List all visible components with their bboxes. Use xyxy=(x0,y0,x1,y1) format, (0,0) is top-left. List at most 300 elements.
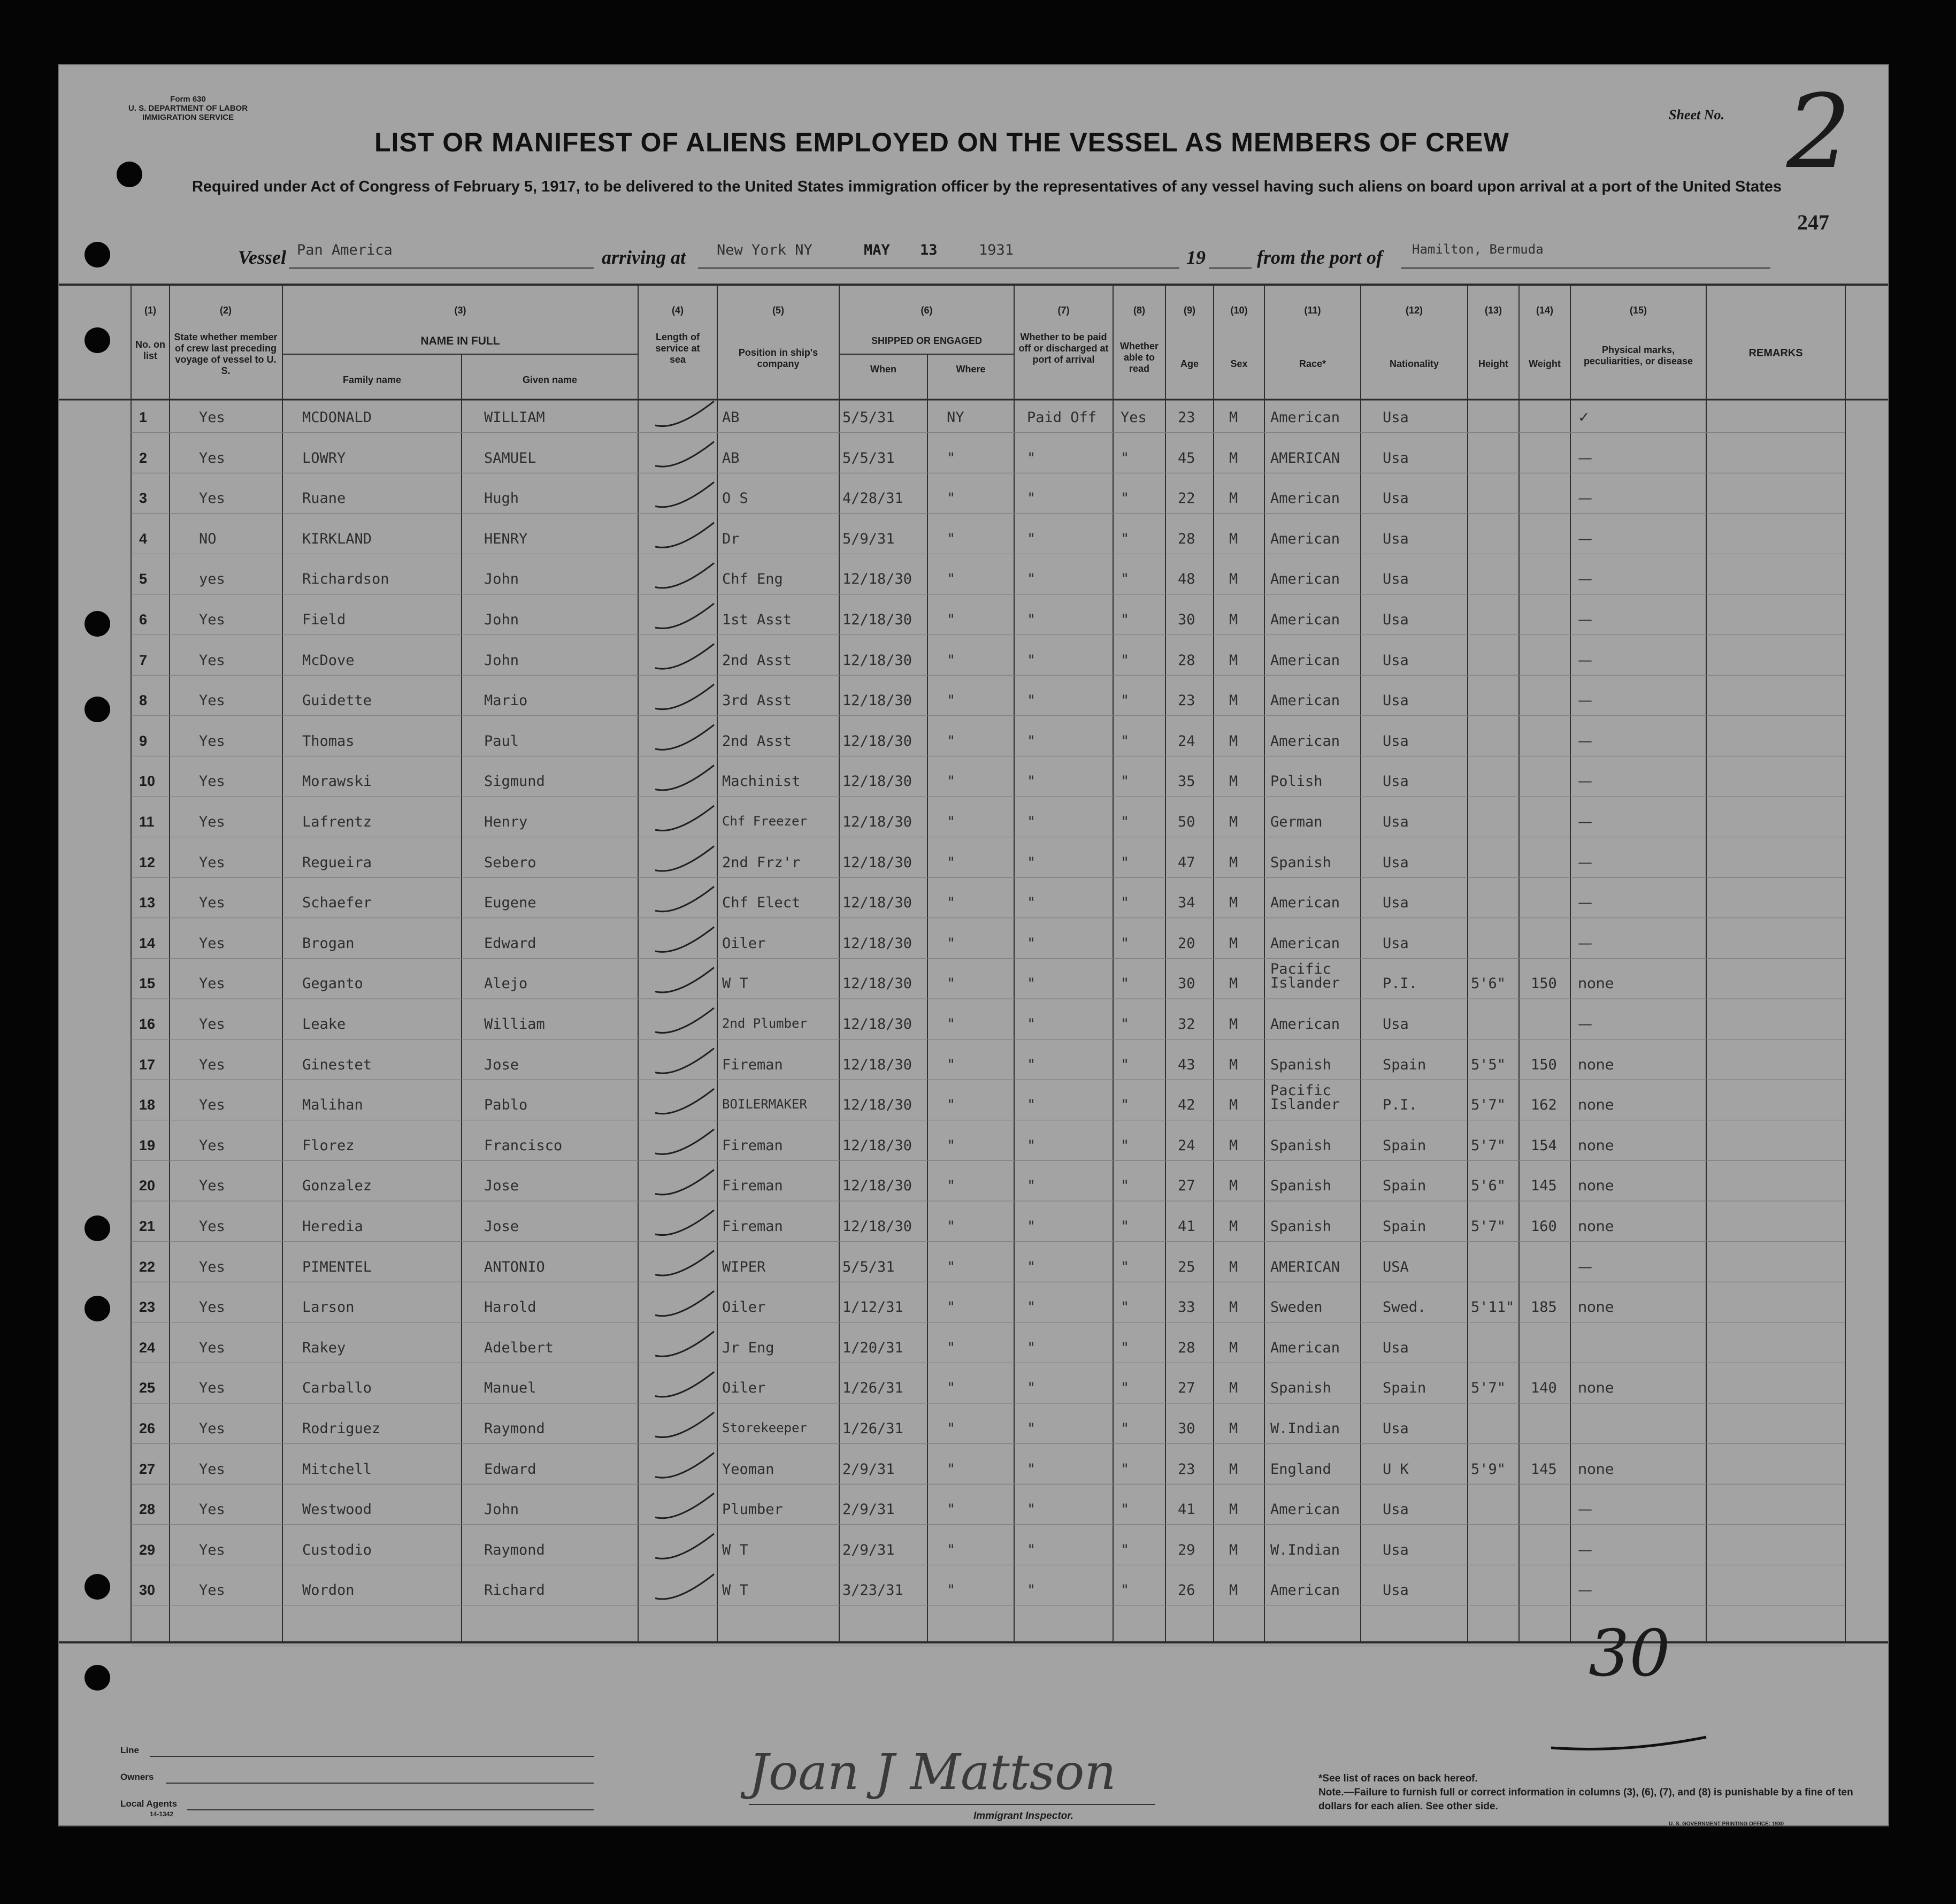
age: 24 xyxy=(1178,1137,1195,1154)
nationality: P.I. xyxy=(1383,1097,1418,1114)
footer-agents-label: Local Agents xyxy=(120,1799,178,1809)
age: 35 xyxy=(1178,773,1195,790)
row-number: 6 xyxy=(139,611,148,628)
paid-off: " xyxy=(1027,449,1036,467)
service-check-stroke xyxy=(655,1493,714,1518)
age: 48 xyxy=(1178,571,1195,588)
prev-voyage: Yes xyxy=(199,490,225,507)
physical-marks: none xyxy=(1578,975,1614,992)
race: England xyxy=(1270,1461,1331,1478)
position: 3rd Asst xyxy=(722,692,792,709)
shipped-when: 12/18/30 xyxy=(842,611,912,628)
shipped-when: 12/18/30 xyxy=(842,1097,912,1114)
shipped-when: 12/18/30 xyxy=(842,692,912,709)
weight: 185 xyxy=(1531,1299,1557,1316)
shipped-where: " xyxy=(947,571,956,588)
header-col9-num: (9) xyxy=(1184,305,1195,316)
header-col4-num: (4) xyxy=(672,305,684,316)
race: W.Indian xyxy=(1270,1541,1340,1558)
age: 23 xyxy=(1178,692,1195,709)
prev-voyage: Yes xyxy=(199,1541,225,1558)
shipped-where: " xyxy=(947,1016,956,1033)
nationality: Usa xyxy=(1383,814,1409,830)
race: American xyxy=(1270,894,1340,912)
prev-voyage: Yes xyxy=(199,1461,225,1478)
physical-marks: none xyxy=(1578,1056,1614,1073)
sex: M xyxy=(1229,1541,1238,1558)
sex: M xyxy=(1229,1582,1238,1599)
vessel-name: Pan America xyxy=(297,242,393,258)
able-to-read: " xyxy=(1121,1299,1130,1316)
sex: M xyxy=(1229,1380,1238,1397)
given-name: Paul xyxy=(484,732,519,750)
header-col6: SHIPPED OR ENGAGED xyxy=(871,335,983,346)
row-number: 16 xyxy=(139,1016,156,1032)
age: 28 xyxy=(1178,652,1195,669)
age: 41 xyxy=(1178,1501,1195,1518)
position: Chf Eng xyxy=(722,571,783,588)
sex: M xyxy=(1229,894,1238,912)
nationality: Spain xyxy=(1383,1218,1426,1235)
physical-marks: none xyxy=(1578,1177,1614,1195)
header-col7: Whether to be paid off or discharged at port of arrival xyxy=(1018,332,1109,365)
paid-off: " xyxy=(1027,732,1036,750)
able-to-read: " xyxy=(1121,732,1130,750)
shipped-when: 12/18/30 xyxy=(842,894,912,912)
age: 30 xyxy=(1178,611,1195,628)
given-name: William xyxy=(484,1016,545,1033)
prev-voyage: Yes xyxy=(199,732,225,750)
physical-marks: — xyxy=(1578,773,1592,790)
prev-voyage: Yes xyxy=(199,692,225,709)
row-number: 12 xyxy=(139,854,156,870)
able-to-read: " xyxy=(1121,1339,1130,1356)
able-to-read: " xyxy=(1121,490,1130,507)
able-to-read: " xyxy=(1121,1218,1130,1235)
family-name: Florez xyxy=(302,1137,355,1154)
header-col1: No. on list xyxy=(135,339,165,361)
given-name: John xyxy=(484,652,519,669)
race: AMERICAN xyxy=(1270,449,1340,467)
physical-marks: — xyxy=(1578,935,1592,952)
position: AB xyxy=(722,449,740,467)
paid-off: " xyxy=(1027,1016,1036,1033)
paid-off: " xyxy=(1027,1299,1036,1316)
sex: M xyxy=(1229,854,1238,871)
prev-voyage: Yes xyxy=(199,1501,225,1518)
vessel-label: Vessel xyxy=(238,247,286,268)
service-check-stroke xyxy=(655,1008,714,1033)
age: 22 xyxy=(1178,490,1195,507)
nationality: Spain xyxy=(1383,1137,1426,1154)
family-name: Brogan xyxy=(302,935,355,952)
paid-off: " xyxy=(1027,1582,1036,1599)
given-name: Henry xyxy=(484,814,528,830)
shipped-when: 2/9/31 xyxy=(842,1541,895,1558)
physical-marks: — xyxy=(1578,1582,1592,1599)
shipped-when: 3/23/31 xyxy=(842,1582,903,1599)
footer-note-star: *See list of races on back hereof. xyxy=(1318,1773,1478,1784)
age: 50 xyxy=(1178,814,1195,830)
race: Spanish xyxy=(1270,1177,1331,1195)
footer-note: Note.—Failure to furnish full or correct information in columns (3), (6), (7), and (8) is punishable by a fine of ten dollars for each alien. See other side. xyxy=(1318,1787,1853,1812)
shipped-when: 1/26/31 xyxy=(842,1380,903,1397)
given-name: Sebero xyxy=(484,854,536,871)
age: 47 xyxy=(1178,854,1195,871)
service-check-stroke xyxy=(655,684,714,709)
paid-off: " xyxy=(1027,1461,1036,1478)
shipped-when: 12/18/30 xyxy=(842,935,912,952)
shipped-where: " xyxy=(947,1380,956,1397)
race: American xyxy=(1270,571,1340,588)
weight: 160 xyxy=(1531,1218,1557,1235)
physical-marks: none xyxy=(1578,1097,1614,1114)
family-name: Regueira xyxy=(302,854,372,871)
service-check-stroke xyxy=(655,806,714,831)
prev-voyage: Yes xyxy=(199,449,225,467)
family-name: Custodio xyxy=(302,1541,372,1558)
nationality: Swed. xyxy=(1383,1299,1426,1316)
family-name: Richardson xyxy=(302,571,389,588)
row-number: 4 xyxy=(139,530,148,547)
physical-marks: — xyxy=(1578,692,1592,709)
prev-voyage: Yes xyxy=(199,975,225,992)
service-check-stroke xyxy=(655,927,714,952)
service-check-stroke xyxy=(655,1372,714,1397)
given-name: Mario xyxy=(484,692,528,709)
physical-marks: none xyxy=(1578,1137,1614,1154)
able-to-read: " xyxy=(1121,449,1130,467)
shipped-where: " xyxy=(947,1541,956,1558)
physical-marks: none xyxy=(1578,1299,1614,1316)
physical-marks: — xyxy=(1578,1541,1592,1558)
shipped-where: " xyxy=(947,652,956,669)
footer-owners-underline xyxy=(166,1783,594,1784)
paid-off: " xyxy=(1027,1339,1036,1356)
row-number: 7 xyxy=(139,652,148,668)
family-name: Carballo xyxy=(302,1380,372,1397)
service-check-stroke xyxy=(655,886,714,912)
position: Fireman xyxy=(722,1056,783,1073)
service-check-stroke xyxy=(655,644,714,669)
family-name: Malihan xyxy=(302,1097,363,1114)
header-col3-num: (3) xyxy=(454,305,466,316)
row-number: 8 xyxy=(139,692,148,709)
given-name: Alejo xyxy=(484,975,528,992)
inspector-label: Immigrant Inspector. xyxy=(973,1810,1073,1822)
paid-off: " xyxy=(1027,652,1036,669)
sex: M xyxy=(1229,1339,1238,1356)
paid-off: " xyxy=(1027,935,1036,952)
paid-off: " xyxy=(1027,530,1036,547)
sex: M xyxy=(1229,773,1238,790)
shipped-when: 1/12/31 xyxy=(842,1299,903,1316)
paid-off: " xyxy=(1027,490,1036,507)
nationality: Usa xyxy=(1383,611,1409,628)
position: Storekeeper xyxy=(722,1420,807,1435)
shipped-when: 5/5/31 xyxy=(842,1258,895,1275)
header-col3b: Given name xyxy=(522,374,578,385)
family-name: Lafrentz xyxy=(302,814,372,830)
position: Dr xyxy=(722,530,740,547)
shipped-where: " xyxy=(947,1097,956,1114)
shipped-where: " xyxy=(947,894,956,912)
paid-off: " xyxy=(1027,1097,1036,1114)
service-check-stroke xyxy=(655,401,714,426)
arriving-port: New York NY xyxy=(717,242,812,258)
paid-off: " xyxy=(1027,814,1036,830)
port-label: from the port of xyxy=(1257,247,1383,268)
service-check-stroke xyxy=(655,603,714,629)
race: Pacific Islander xyxy=(1270,961,1340,992)
able-to-read: " xyxy=(1121,1420,1130,1437)
signature-underline xyxy=(749,1804,1155,1805)
header-col11: Race* xyxy=(1299,358,1326,369)
sex: M xyxy=(1229,409,1238,426)
prev-voyage: Yes xyxy=(199,894,225,912)
page-subtitle: Required under Act of Congress of February 5, 1917, to be delivered to the United States immigration officer by the representatives of any vessel having such aliens on board upon arrival at a port of the United States xyxy=(191,178,1782,195)
given-name: Adelbert xyxy=(484,1339,554,1356)
row-number: 3 xyxy=(139,490,148,507)
shipped-where: " xyxy=(947,1177,956,1195)
physical-marks: none xyxy=(1578,1380,1614,1397)
paid-off: " xyxy=(1027,1380,1036,1397)
row-number: 30 xyxy=(139,1582,156,1599)
physical-marks: — xyxy=(1578,449,1592,467)
header-col11-num: (11) xyxy=(1304,305,1321,316)
shipped-where: " xyxy=(947,611,956,628)
prev-voyage: Yes xyxy=(199,1582,225,1599)
shipped-when: 12/18/30 xyxy=(842,1016,912,1033)
arrival-month: MAY xyxy=(864,242,890,258)
paid-off: " xyxy=(1027,611,1036,628)
row-number: 28 xyxy=(139,1501,156,1518)
shipped-where: " xyxy=(947,1056,956,1073)
age: 42 xyxy=(1178,1097,1195,1114)
sheet-number: 2 xyxy=(1786,73,1851,191)
given-name: Manuel xyxy=(484,1380,536,1397)
row-number: 15 xyxy=(139,975,156,992)
nationality: Usa xyxy=(1383,449,1409,467)
race: Spanish xyxy=(1270,1218,1331,1235)
position: Chf Freezer xyxy=(722,814,807,829)
header-col1-num: (1) xyxy=(144,305,156,316)
shipped-where: " xyxy=(947,449,956,467)
race: American xyxy=(1270,1501,1340,1518)
family-name: Geganto xyxy=(302,975,363,992)
prev-voyage: yes xyxy=(199,571,225,588)
shipped-when: 12/18/30 xyxy=(842,571,912,588)
given-name: SAMUEL xyxy=(484,449,536,467)
sex: M xyxy=(1229,530,1238,547)
position: W T xyxy=(722,975,748,992)
given-name: ANTONIO xyxy=(484,1258,545,1275)
service: IMMIGRATION SERVICE xyxy=(142,113,234,122)
race: American xyxy=(1270,1016,1340,1033)
nationality: Usa xyxy=(1383,732,1409,750)
shipped-when: 4/28/31 xyxy=(842,490,903,507)
family-name: LOWRY xyxy=(302,449,346,467)
header-col3a: Family name xyxy=(342,374,402,385)
header-col6b: Where xyxy=(956,364,986,374)
age: 25 xyxy=(1178,1258,1195,1275)
sex: M xyxy=(1229,1097,1238,1114)
race: W.Indian xyxy=(1270,1420,1340,1437)
physical-marks: — xyxy=(1578,1016,1592,1033)
sex: M xyxy=(1229,449,1238,467)
weight: 154 xyxy=(1531,1137,1557,1154)
age: 23 xyxy=(1178,409,1195,426)
race: Polish xyxy=(1270,773,1323,790)
physical-marks: — xyxy=(1578,732,1592,750)
age: 32 xyxy=(1178,1016,1195,1033)
nationality: Spain xyxy=(1383,1056,1426,1073)
shipped-where: " xyxy=(947,814,956,830)
header-col6-num: (6) xyxy=(921,305,933,316)
service-check-stroke xyxy=(655,765,714,790)
shipped-when: 1/20/31 xyxy=(842,1339,903,1356)
sex: M xyxy=(1229,1299,1238,1316)
sex: M xyxy=(1229,692,1238,709)
arrival-day: 13 xyxy=(920,242,938,258)
paid-off: " xyxy=(1027,1420,1036,1437)
physical-marks: — xyxy=(1578,571,1592,588)
header-col8: Whether able to read xyxy=(1120,341,1159,374)
race: German xyxy=(1270,814,1323,830)
shipped-where: " xyxy=(947,854,956,871)
position: 2nd Asst xyxy=(722,732,792,750)
service-check-stroke xyxy=(655,967,714,992)
service-check-stroke xyxy=(655,1089,714,1114)
header-col5: Position in ship's company xyxy=(738,347,818,369)
header-col16: REMARKS xyxy=(1748,347,1803,359)
prev-voyage: Yes xyxy=(199,854,225,871)
nationality: Usa xyxy=(1383,1501,1409,1518)
weight: 150 xyxy=(1531,975,1557,992)
row-number: 26 xyxy=(139,1420,156,1436)
prev-voyage: Yes xyxy=(199,1137,225,1154)
age: 33 xyxy=(1178,1299,1195,1316)
age: 27 xyxy=(1178,1380,1195,1397)
position: Fireman xyxy=(722,1177,783,1195)
header-col9: Age xyxy=(1180,358,1199,369)
able-to-read: " xyxy=(1121,894,1130,912)
position: Machinist xyxy=(722,773,801,790)
prev-voyage: NO xyxy=(199,530,217,547)
paid-off: " xyxy=(1027,1258,1036,1275)
page-number: 247 xyxy=(1797,210,1829,234)
row-number: 22 xyxy=(139,1258,156,1275)
race: Spanish xyxy=(1270,854,1331,871)
service-check-stroke xyxy=(655,482,714,507)
paid-off: Paid Off xyxy=(1027,409,1097,426)
shipped-where: " xyxy=(947,692,956,709)
nationality: P.I. xyxy=(1383,975,1418,992)
family-name: Field xyxy=(302,611,346,628)
race: Spanish xyxy=(1270,1380,1331,1397)
shipped-when: 12/18/30 xyxy=(842,1177,912,1195)
able-to-read: " xyxy=(1121,1501,1130,1518)
height: 5'7" xyxy=(1471,1097,1506,1114)
header-col2: State whether member of crew last preceding voyage of vessel to U. S. xyxy=(174,332,278,376)
shipped-where: " xyxy=(947,1137,956,1154)
weight: 150 xyxy=(1531,1056,1557,1073)
family-name: Morawski xyxy=(302,773,372,790)
age: 43 xyxy=(1178,1056,1195,1073)
given-name: Richard xyxy=(484,1582,545,1599)
sex: M xyxy=(1229,975,1238,992)
row-number: 18 xyxy=(139,1097,156,1113)
prev-voyage: Yes xyxy=(199,1299,225,1316)
age: 28 xyxy=(1178,530,1195,547)
header-col13-num: (13) xyxy=(1484,305,1502,316)
nationality: Usa xyxy=(1383,1420,1409,1437)
sex: M xyxy=(1229,1258,1238,1275)
service-check-stroke xyxy=(655,1332,714,1357)
paid-off: " xyxy=(1027,1541,1036,1558)
position: W T xyxy=(722,1541,748,1558)
race: AMERICAN xyxy=(1270,1258,1340,1275)
physical-marks: ✓ xyxy=(1578,409,1590,426)
row-number: 19 xyxy=(139,1137,156,1153)
nationality: Spain xyxy=(1383,1380,1426,1397)
given-name: Sigmund xyxy=(484,773,545,790)
weight: 140 xyxy=(1531,1380,1557,1397)
age: 28 xyxy=(1178,1339,1195,1356)
position: Fireman xyxy=(722,1218,783,1235)
header-col14-num: (14) xyxy=(1536,305,1553,316)
nationality: Usa xyxy=(1383,773,1409,790)
sex: M xyxy=(1229,1016,1238,1033)
shipped-when: 12/18/30 xyxy=(842,652,912,669)
prev-voyage: Yes xyxy=(199,1420,225,1437)
departure-port: Hamilton, Bermuda xyxy=(1412,242,1544,257)
weight: 145 xyxy=(1531,1177,1557,1195)
paid-off: " xyxy=(1027,1137,1036,1154)
header-col12: Nationality xyxy=(1389,358,1439,369)
shipped-where: " xyxy=(947,773,956,790)
age: 34 xyxy=(1178,894,1195,912)
able-to-read: " xyxy=(1121,571,1130,588)
prev-voyage: Yes xyxy=(199,1258,225,1275)
age: 45 xyxy=(1178,449,1195,467)
row-number: 9 xyxy=(139,732,148,749)
physical-marks: — xyxy=(1578,611,1592,628)
physical-marks: — xyxy=(1578,854,1592,871)
family-name: Larson xyxy=(302,1299,355,1316)
family-name: Schaefer xyxy=(302,894,372,912)
given-name: Hugh xyxy=(484,490,519,507)
header-col15: Physical marks, peculiarities, or disease xyxy=(1583,345,1693,366)
sex: M xyxy=(1229,571,1238,588)
shipped-where: " xyxy=(947,1299,956,1316)
physical-marks: — xyxy=(1578,1258,1592,1275)
nationality: Usa xyxy=(1383,652,1409,669)
sex: M xyxy=(1229,652,1238,669)
shipped-when: 5/5/31 xyxy=(842,409,895,426)
able-to-read: " xyxy=(1121,611,1130,628)
shipped-where: " xyxy=(947,1258,956,1275)
physical-marks: — xyxy=(1578,652,1592,669)
service-check-stroke xyxy=(655,1291,714,1316)
family-name: Leake xyxy=(302,1016,346,1033)
weight: 145 xyxy=(1531,1461,1557,1478)
prev-voyage: Yes xyxy=(199,652,225,669)
paid-off: " xyxy=(1027,773,1036,790)
race: Spanish xyxy=(1270,1056,1331,1073)
position: AB xyxy=(722,409,740,426)
shipped-when: 12/18/30 xyxy=(842,814,912,830)
